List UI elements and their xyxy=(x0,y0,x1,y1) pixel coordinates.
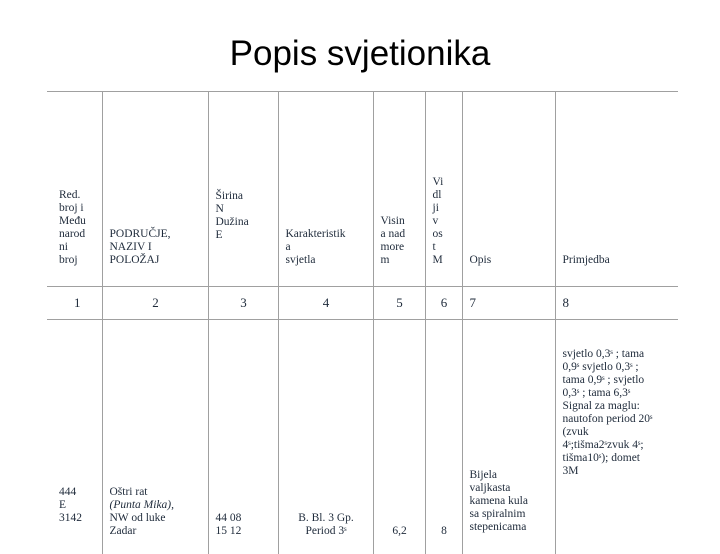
column-number: 8 xyxy=(555,287,678,320)
column-number: 2 xyxy=(102,287,208,320)
header-cell: Primjedba xyxy=(555,92,678,287)
cell-broj: 444 E 3142 xyxy=(47,320,102,554)
column-number-row xyxy=(47,287,678,320)
header-cell: Širina N Dužina E xyxy=(208,92,278,287)
cell-opis: Bijela valjkasta kamena kula sa spiralnim stepenicama xyxy=(462,320,555,554)
header-cell: Red. broj i Među narod ni broj xyxy=(47,92,102,287)
cell-vidljivost: 8 xyxy=(425,320,462,554)
column-number: 7 xyxy=(462,287,555,320)
column-number: 5 xyxy=(373,287,425,320)
column-number: 4 xyxy=(278,287,373,320)
column-number: 1 xyxy=(47,287,102,320)
header-cell: Karakteristik a svjetla xyxy=(278,92,373,287)
header-cell: Vi dl ji v os t M xyxy=(425,92,462,287)
cell-naziv xyxy=(102,320,208,554)
header-cell: Visin a nad more m xyxy=(373,92,425,287)
page-title: Popis svjetionika xyxy=(0,34,720,74)
table-row xyxy=(47,320,678,554)
naziv-location: NW od luke Zadar xyxy=(110,512,166,537)
cell-koordinate: 44 08 15 12 xyxy=(208,320,278,554)
naziv-alt-name: (Punta Mika), xyxy=(110,499,175,511)
lighthouse-table xyxy=(47,92,678,554)
cell-karakteristika: B. Bl. 3 Gp. Period 3ˢ xyxy=(278,320,373,554)
header-cell: Opis xyxy=(462,92,555,287)
column-number: 3 xyxy=(208,287,278,320)
cell-primjedba: svjetlo 0,3ˢ ; tama 0,9ˢ svjetlo 0,3ˢ ; tama 0,9ˢ ; svjetlo 0,3ˢ ; tama 6,3ˢ Signal za maglu: nautofon period 20ˢ (zvuk 4ˢ;tišma2ˢzvuk 4ˢ; tišma10ˢ); domet 3M xyxy=(555,320,678,554)
cell-visina: 6,2 xyxy=(373,320,425,554)
naziv-line: Oštri rat xyxy=(110,486,148,498)
column-number: 6 xyxy=(425,287,462,320)
header-row xyxy=(47,92,678,287)
header-cell: PODRUČJE, NAZIV I POLOŽAJ xyxy=(102,92,208,287)
